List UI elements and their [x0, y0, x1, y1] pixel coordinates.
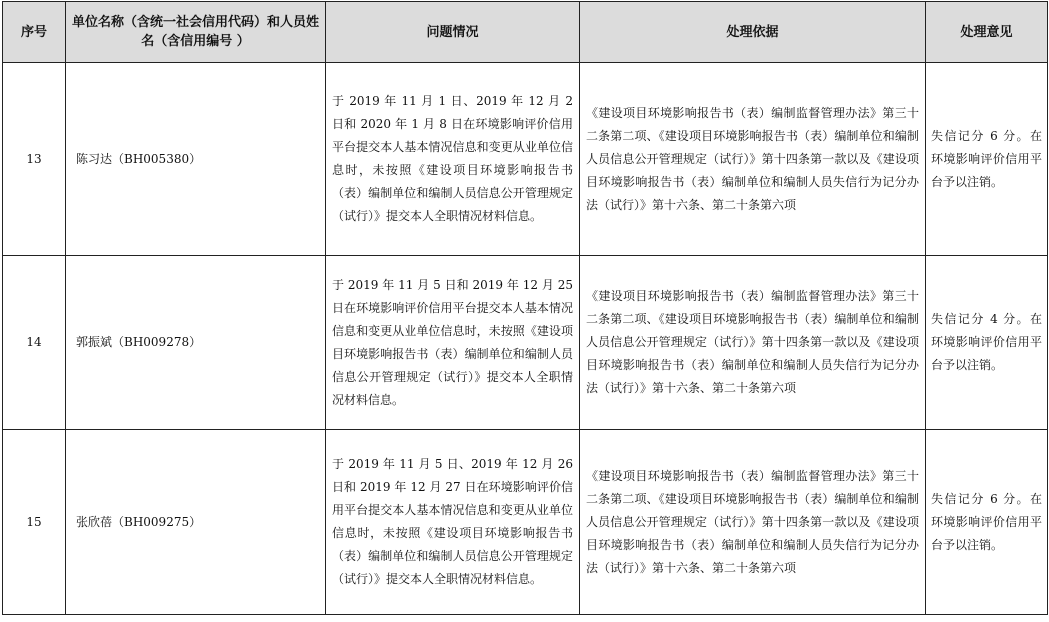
table-row [3, 256, 1048, 430]
row-basis: 《建设项目环境影响报告书（表）编制监督管理办法》第三十二条第二项、《建设项目环境影响报告书（表）编制单位和编制人员信息公开管理规定（试行）》第十四条第一款以及《建设项目环境影响报告书（表）编制单位和编制人员失信行为记分办法（试行）》第十六条、第二十条第六项 [580, 256, 926, 430]
table-row [3, 430, 1048, 615]
row-issue: 于 2019 年 11 月 5 日和 2019 年 12 月 25 日在环境影响评价信用平台提交本人基本情况信息和变更从业单位信息时，未按照《建设项目环境影响报告书（表）编制单位和编制人员信息公开管理规定（试行）》提交本人全职情况材料信息。 [326, 256, 580, 430]
row-opinion: 失信记分 6 分。在环境影响评价信用平台予以注销。 [926, 63, 1048, 256]
penalty-table [2, 1, 1048, 615]
row-seq: 13 [3, 63, 66, 256]
table-row [3, 63, 1048, 256]
row-issue: 于 2019 年 11 月 5 日、2019 年 12 月 26 日和 2019 年 12 月 27 日在环境影响评价信用平台提交本人基本情况信息和变更从业单位信息时，未按照《建设项目环境影响报告书（表）编制单位和编制人员信息公开管理规定（试行）》提交本人全职情况材料信息。 [326, 430, 580, 615]
table-body [3, 63, 1048, 615]
row-opinion: 失信记分 6 分。在环境影响评价信用平台予以注销。 [926, 430, 1048, 615]
header-basis: 处理依据 [580, 2, 926, 63]
row-basis: 《建设项目环境影响报告书（表）编制监督管理办法》第三十二条第二项、《建设项目环境影响报告书（表）编制单位和编制人员信息公开管理规定（试行）》第十四条第一款以及《建设项目环境影响报告书（表）编制单位和编制人员失信行为记分办法（试行）》第十六条、第二十条第六项 [580, 430, 926, 615]
row-person-name: 陈习达（BH005380） [66, 63, 326, 256]
header-opinion: 处理意见 [926, 2, 1048, 63]
row-person-name: 张欣蓓（BH009275） [66, 430, 326, 615]
row-person-name: 郭振斌（BH009278） [66, 256, 326, 430]
header-issue: 问题情况 [326, 2, 580, 63]
row-seq: 14 [3, 256, 66, 430]
header-entity: 单位名称（含统一社会信用代码）和人员姓名（含信用编号 ） [66, 2, 326, 63]
header-row [3, 2, 1048, 63]
row-seq: 15 [3, 430, 66, 615]
table-header [3, 2, 1048, 63]
row-opinion: 失信记分 4 分。在环境影响评价信用平台予以注销。 [926, 256, 1048, 430]
header-seq: 序号 [3, 2, 66, 63]
row-issue: 于 2019 年 11 月 1 日、2019 年 12 月 2 日和 2020 年 1 月 8 日在环境影响评价信用平台提交本人基本情况信息和变更从业单位信息时，未按照《建设项目环境影响报告书（表）编制单位和编制人员信息公开管理规定（试行）》提交本人全职情况材料信息。 [326, 63, 580, 256]
row-basis: 《建设项目环境影响报告书（表）编制监督管理办法》第三十二条第二项、《建设项目环境影响报告书（表）编制单位和编制人员信息公开管理规定（试行）》第十四条第一款以及《建设项目环境影响报告书（表）编制单位和编制人员失信行为记分办法（试行）》第十六条、第二十条第六项 [580, 63, 926, 256]
